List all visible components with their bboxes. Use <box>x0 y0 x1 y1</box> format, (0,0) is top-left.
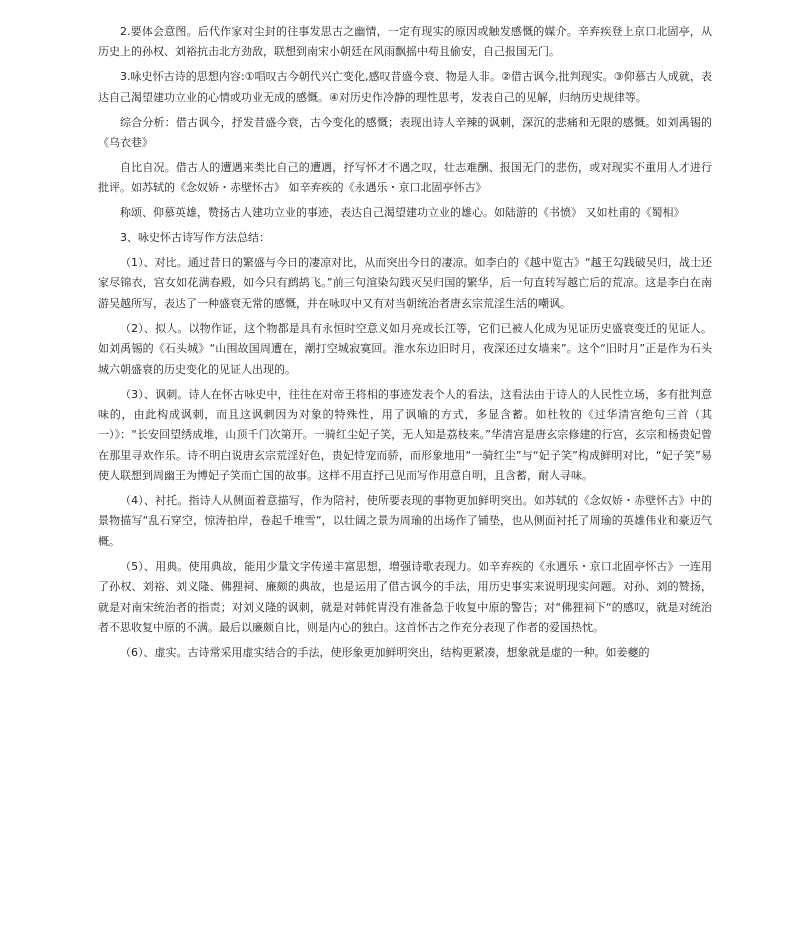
paragraph-intent: 2.要体会意图。后代作家对尘封的往事发思古之幽情，一定有现实的原因或触发感慨的媒介。辛弃疾登上京口北固亭，从历史上的孙权、刘裕抗击北方劲敌，联想到南宋小朝廷在风雨飘摇中苟且偷安，自己报国无门。 <box>98 25 712 59</box>
document-page <box>98 22 712 934</box>
paragraph-method-satire: （3）、讽刺。诗人在怀古咏史中，往往在对帝王将相的事迹发表个人的看法，这看法由于诗人的人民性立场，多有批判意味的，由此构成讽刺，而且这讽刺因为对象的特殊性，用了讽喻的方式，多显含蓄。如杜牧的《过华清宫绝句三首（其一）》：“长安回望绣成堆，山顶千门次第开。一骑红尘妃子笑，无人知是荔枝来。”华清宫是唐玄宗修建的行宫，玄宗和杨贵妃曾在那里寻欢作乐。诗不明白说唐玄宗荒淫好色，贵妃恃宠而骄，而形象地用“一骑红尘”与“妃子笑”构成鲜明对比，“妃子笑”易使人联想到周幽王为博妃子笑而亡国的故事。这样不用直抒己见而写作用意自明，且含蓄，耐人寻味。 <box>98 387 712 483</box>
paragraph-method-foil: （4）、衬托。指诗人从侧面着意描写，作为陪衬，使所要表现的事物更加鲜明突出。如苏轼的《念奴娇・赤壁怀古》中的景物描写“乱石穿空，惊涛拍岸，卷起千堆雪”，以壮阔之景为周瑜的出场作了铺垫，也从侧面衬托了周瑜的英雄伟业和豪迈气概。 <box>98 494 712 548</box>
paragraph-method-virtual-real: （6）、虚实。古诗常采用虚实结合的手法，使形象更加鲜明突出，结构更紧凑，想象就是虚的一种。如姜夔的 <box>120 645 650 659</box>
paragraph-method-personification: （2）、拟人。以物作证，这个物都是具有永恒时空意义如月亮或长江等，它们已被人化成为见证历史盛衰变迁的见证人。如刘禹锡的《石头城》“山围故国周遭在，潮打空城寂寞回。淮水东边旧时月，夜深还过女墙来”。这个“旧时月”正是作为石头城六朝盛衰的历史变化的见证人出现的。 <box>98 321 712 376</box>
paragraph-self-comparison: 自比自况。借古人的遭遇来类比自己的遭遇，抒写怀才不遇之叹，壮志难酬、报国无门的悲伤，或对现实不重用人才进行批评。如苏轼的《念奴娇・赤壁怀古》 如辛弃疾的《永遇乐・京口北固亭怀古》 <box>98 160 712 195</box>
paragraph-comprehensive-analysis: 综合分析：借古讽今，抒发昔盛今衰，古今变化的感慨；表现出诗人辛辣的讽刺，深沉的悲痛和无限的感慨。如刘禹锡的《乌衣巷》 <box>98 115 712 150</box>
paragraph-method-allusion: （5）、用典。使用典故，能用少量文字传递丰富思想，增强诗歌表现力。如辛弃疾的《永遇乐・京口北固亭怀古》一连用了孙权、刘裕、刘义隆、佛狸祠、廉颇的典故，也是运用了借古讽今的手法，用历史事实来说明现实问题。对孙、刘的赞扬，就是对南宋统治者的指责；对刘义隆的讽刺，就是对韩侂胄没有准备急于收复中原的警告；对“佛狸祠下“的感叹，就是对统治者不思收复中原的不满。最后以廉颇自比，则是内心的独白。这首怀古之作充分表现了作者的爱国热忱。 <box>98 559 712 634</box>
paragraph-thought-content: 3.咏史怀古诗的思想内容:①唱叹古今朝代兴亡变化,感叹昔盛今衰、物是人非。②借古讽今,批判现实。③仰慕古人成就，表达自己渴望建功立业的心情或功业无成的感慨。④对历史作冷静的理性思考，发表自己的见解，归纳历史规律等。 <box>98 70 712 104</box>
paragraph-praise-heroes: 称颂、仰慕英雄，赞扬古人建功立业的事迹，表达自己渴望建功立业的雄心。如陆游的《书愤》 又如杜甫的《蜀相》 <box>120 206 685 220</box>
section-heading-writing-methods: 3、咏史怀古诗写作方法总结： <box>120 231 270 245</box>
paragraph-method-contrast: （1）、对比。通过昔日的繁盛与今日的凄凉对比，从而突出今日的凄凉。如李白的《越中览古》“越王勾践破吴归，战士还家尽锦衣，宫女如花满春殿，如今只有鹧鸪飞。”前三句渲染勾践灭吴归国的繁华，后一句直转写越亡后的荒凉。这是李白在南游吴越所写，表达了一种盛衰无常的感慨，并在咏叹中又有对当朝统治者唐玄宗荒淫生活的嘲讽。 <box>98 256 712 310</box>
